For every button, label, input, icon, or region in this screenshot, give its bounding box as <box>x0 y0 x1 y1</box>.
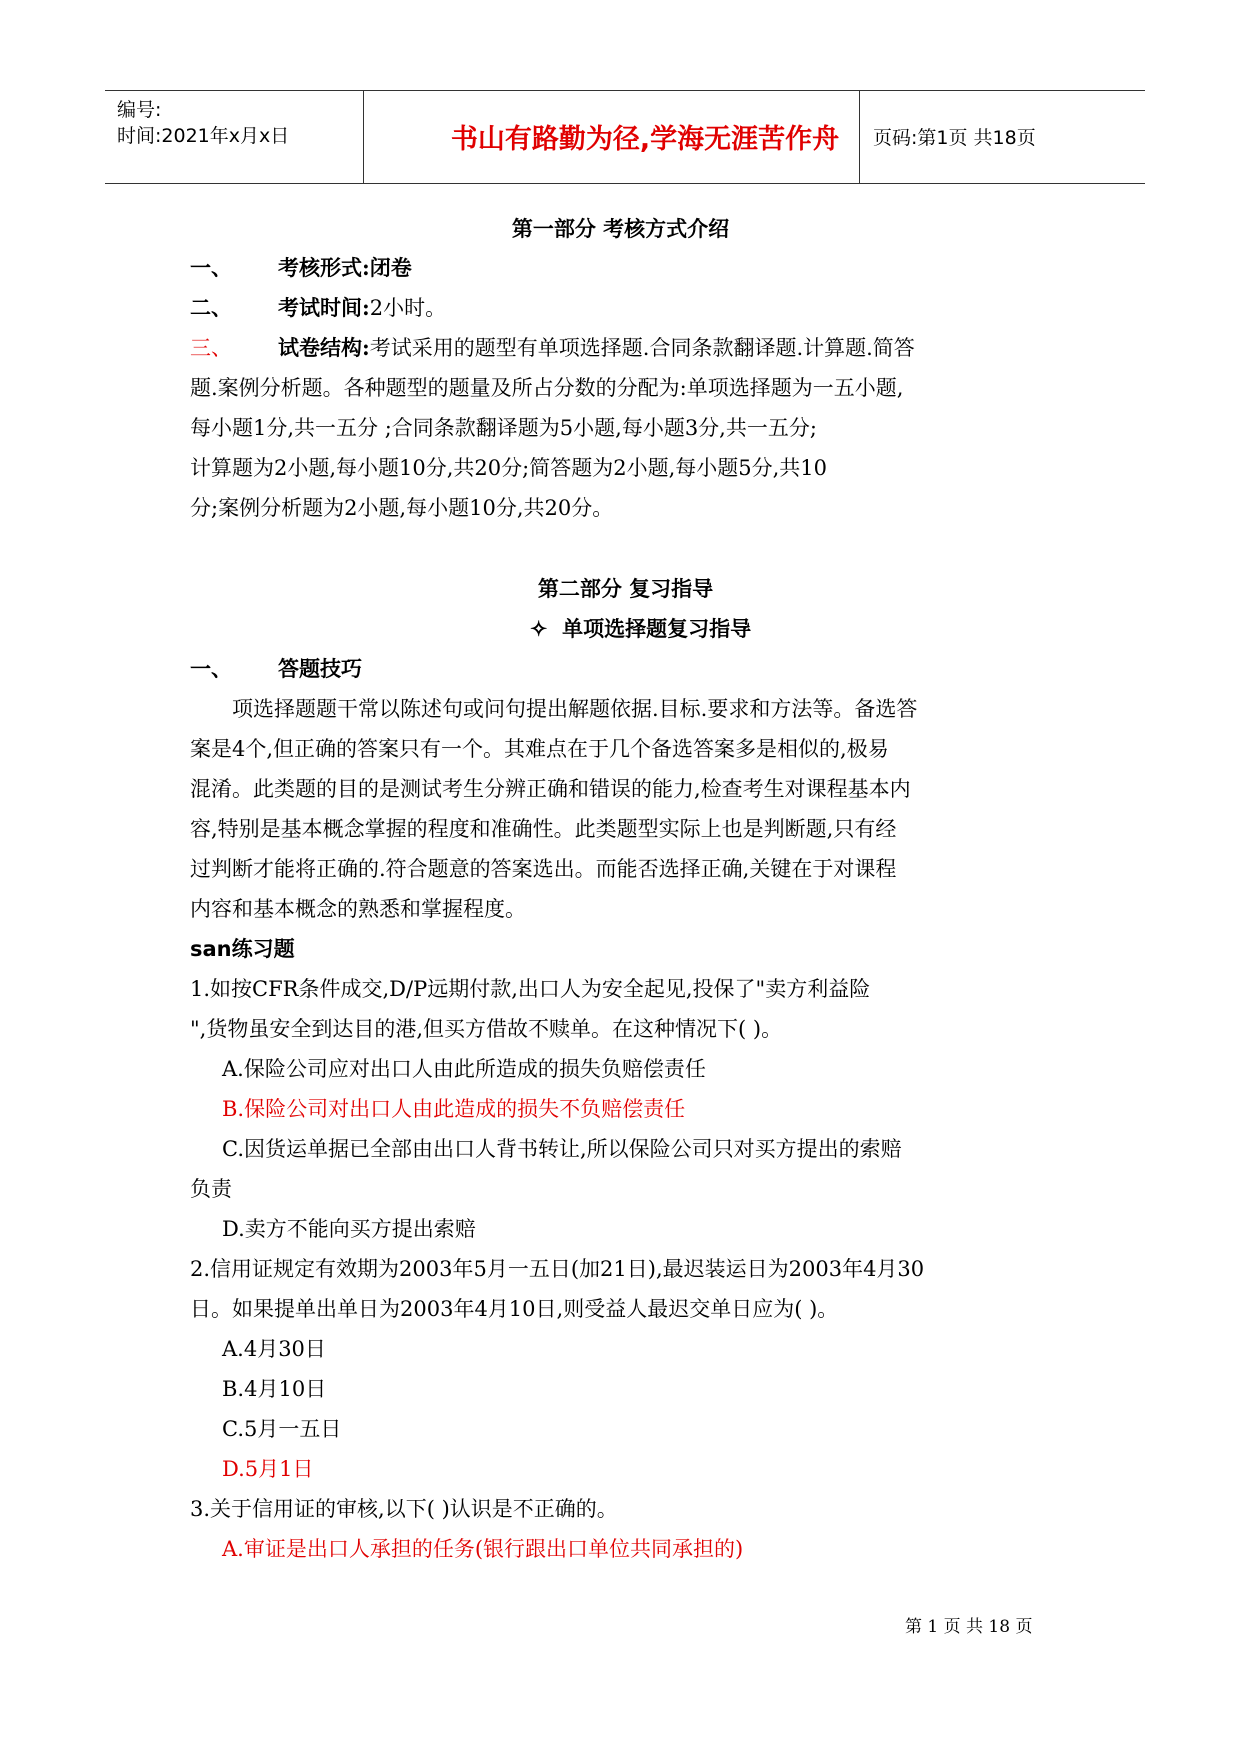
part1-title: 第一部分 考核方式介绍 <box>511 216 730 241</box>
option-c: C.因货运单据已全部由出口人背书转让,所以保险公司只对买方提出的索赔 <box>222 1137 902 1161</box>
header-divider <box>363 91 364 183</box>
subtitle-text: 单项选择题复习指导 <box>562 616 752 641</box>
item-label: 考试时间: <box>278 295 370 320</box>
item-number: 二、 <box>190 295 232 320</box>
paragraph-line: 内容和基本概念的熟悉和掌握程度。 <box>190 897 526 921</box>
exercise-title: san练习题 <box>190 937 295 961</box>
header-divider <box>859 91 860 183</box>
item-label: 考核形式:闭卷 <box>278 255 412 280</box>
item-number: 一、 <box>190 255 232 280</box>
date-label: 时间:2021年x月x日 <box>117 125 290 147</box>
header-motto: 书山有路勤为径,学海无涯苦作舟 <box>450 124 840 155</box>
part2-title: 第二部分 复习指导 <box>537 576 714 601</box>
diamond-star-icon: ✧ <box>529 616 548 641</box>
page-footer: 第 1 页 共 18 页 <box>905 1617 1033 1637</box>
item-number: 三、 <box>190 336 232 360</box>
item-label: 答题技巧 <box>278 656 362 681</box>
option-a: A.保险公司应对出口人由此所造成的损失负赔偿责任 <box>222 1057 706 1081</box>
paragraph-line: 计算题为2小题,每小题10分,共20分;简答题为2小题,每小题5分,共10 <box>190 456 828 480</box>
part2-section-1 <box>190 654 362 684</box>
option-b: B.4月10日 <box>222 1377 327 1401</box>
option-a: A.4月30日 <box>222 1337 326 1361</box>
paragraph-line: 分;案例分析题为2小题,每小题10分,共20分。 <box>190 496 614 520</box>
page-header <box>105 90 1145 184</box>
paragraph-line: 混淆。此类题的目的是测试考生分辨正确和错误的能力,检查考生对课程基本内 <box>190 777 911 801</box>
option-a-correct: A.审证是出口人承担的任务(银行跟出口单位共同承担的) <box>222 1537 744 1561</box>
option-c-continued: 负责 <box>190 1177 232 1201</box>
paragraph-line: 题.案例分析题。各种题型的题量及所占分数的分配为:单项选择题为一五小题, <box>190 376 904 400</box>
question-line: 1.如按CFR条件成交,D/P远期付款,出口人为安全起见,投保了"卖方利益险 <box>190 977 871 1001</box>
question-line: ",货物虽安全到达目的港,但买方借故不赎单。在这种情况下( )。 <box>190 1017 783 1041</box>
item-text: 考试采用的题型有单项选择题.合同条款翻译题.计算题.简答 <box>369 336 915 360</box>
part2-subtitle <box>0 614 1241 644</box>
paragraph-line: 每小题1分,共一五分 ;合同条款翻译题为5小题,每小题3分,共一五分; <box>190 416 817 440</box>
item-number: 一、 <box>190 656 232 681</box>
option-b-correct: B.保险公司对出口人由此造成的损失不负赔偿责任 <box>222 1097 686 1121</box>
document-number-label: 编号: <box>117 99 162 121</box>
part1-item-1 <box>190 253 412 283</box>
header-page-info: 页码:第1页 共18页 <box>873 127 1036 149</box>
option-d-correct: D.5月1日 <box>222 1457 314 1481</box>
question-line: 2.信用证规定有效期为2003年5月一五日(加21日),最迟装运日为2003年4月30 <box>190 1257 925 1281</box>
part1-item-2 <box>190 293 446 323</box>
item-value: 2小时。 <box>369 296 447 320</box>
option-c: C.5月一五日 <box>222 1417 342 1441</box>
paragraph-line: 容,特别是基本概念掌握的程度和准确性。此类题型实际上也是判断题,只有经 <box>190 817 897 841</box>
part1-item-3 <box>190 333 915 363</box>
paragraph-line: 过判断才能将正确的.符合题意的答案选出。而能否选择正确,关键在于对课程 <box>190 857 897 881</box>
paragraph-line: 案是4个,但正确的答案只有一个。其难点在于几个备选答案多是相似的,极易 <box>190 737 889 761</box>
paragraph-line: 项选择题题干常以陈述句或问句提出解题依据.目标.要求和方法等。备选答 <box>232 697 918 721</box>
item-label: 试卷结构: <box>278 335 370 360</box>
option-d: D.卖方不能向买方提出索赔 <box>222 1217 476 1241</box>
question-line: 3.关于信用证的审核,以下( )认识是不正确的。 <box>190 1497 618 1521</box>
question-line: 日。如果提单出单日为2003年4月10日,则受益人最迟交单日应为( )。 <box>190 1297 839 1321</box>
